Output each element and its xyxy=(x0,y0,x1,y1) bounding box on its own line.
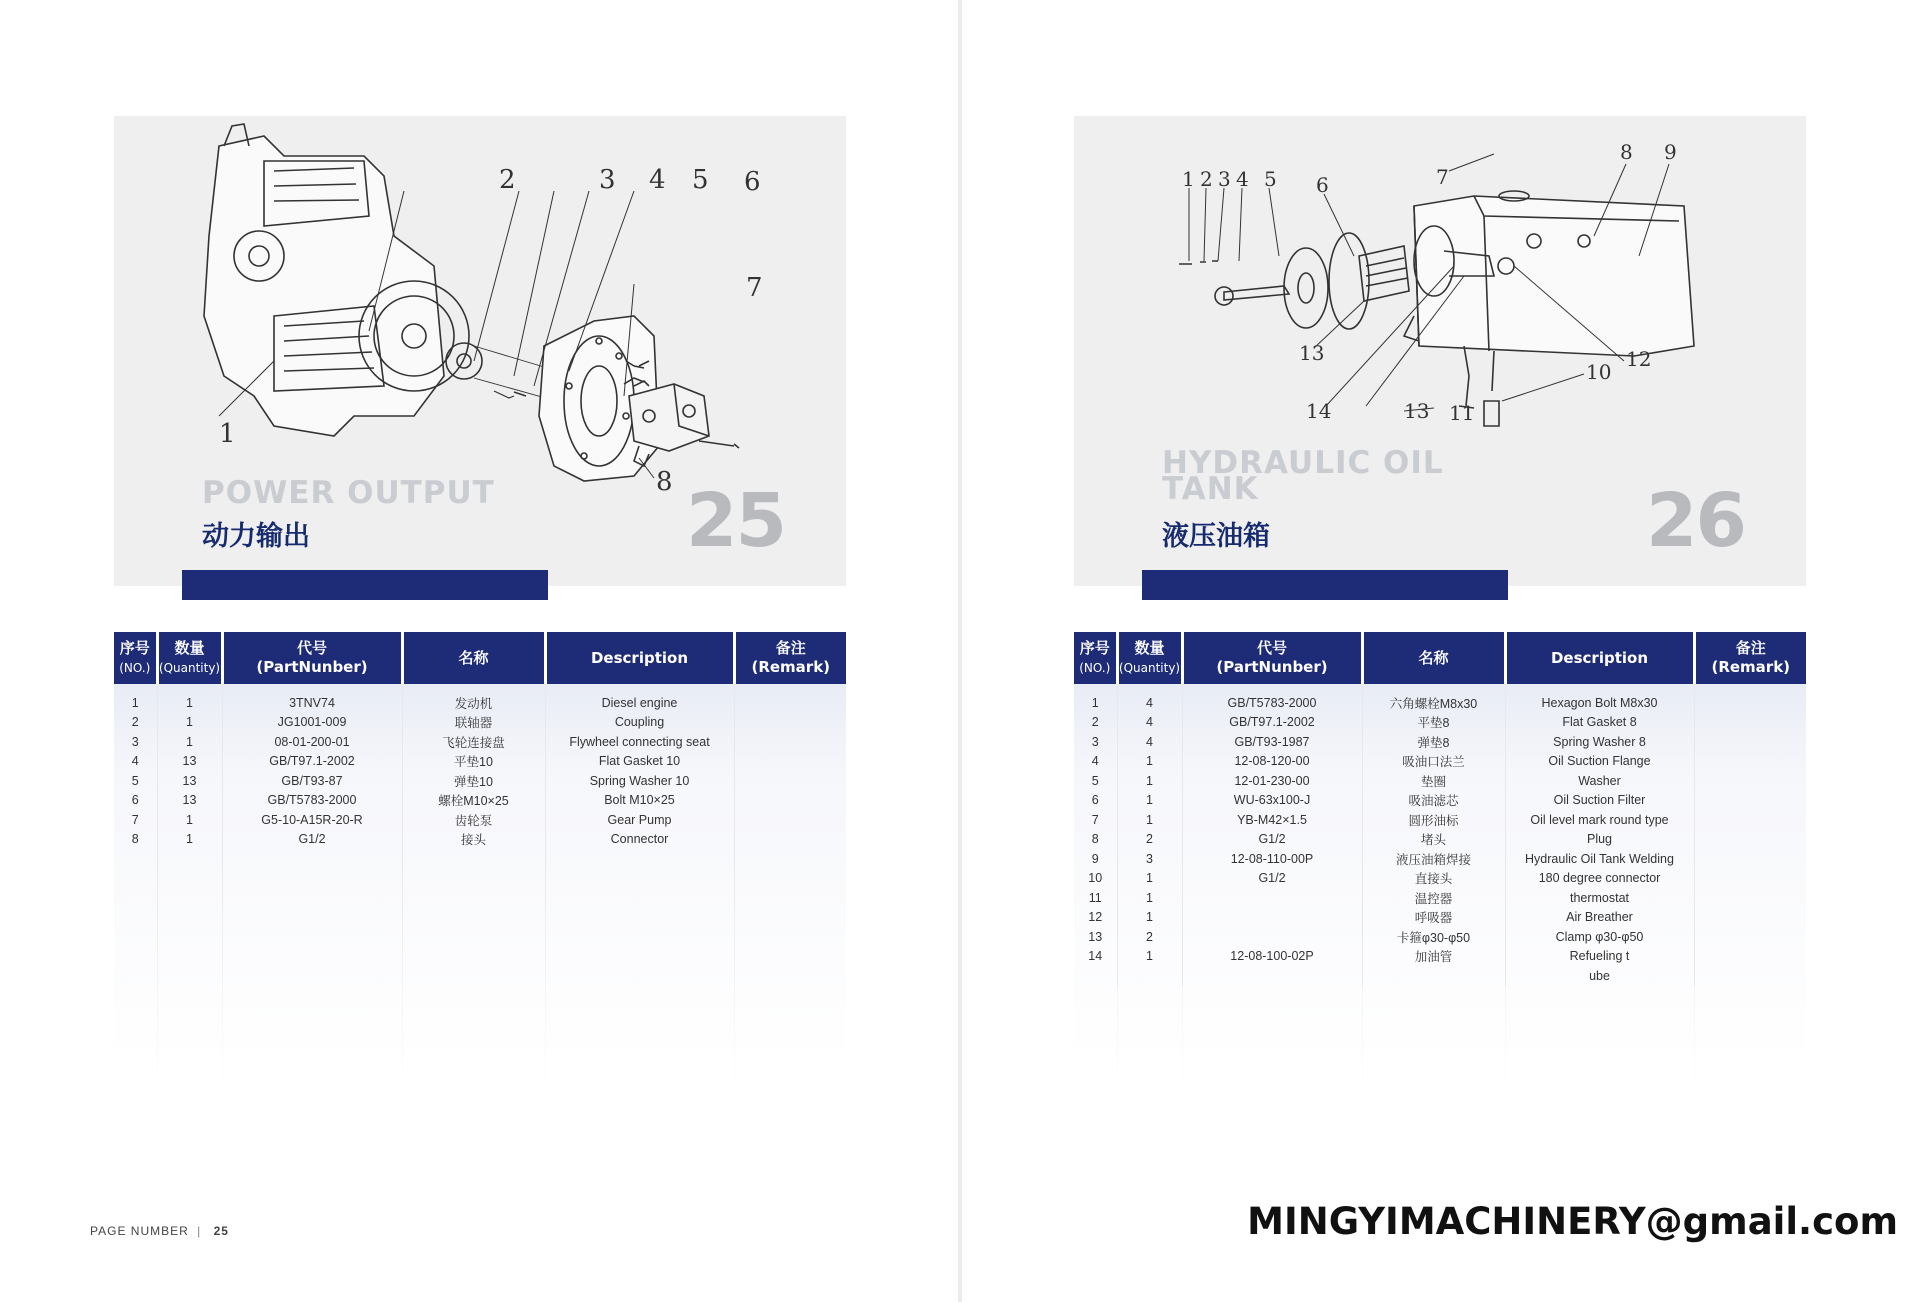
table-row xyxy=(1074,684,1806,713)
cell-qty: 1 xyxy=(1117,791,1182,811)
col-header-part: 代号 (PartNunber) xyxy=(222,632,402,684)
callout-3: 3 xyxy=(599,165,616,195)
hero-title-en-line1: HYDRAULIC OIL xyxy=(1162,445,1444,481)
cell-part xyxy=(1182,966,1362,986)
cell-no: 8 xyxy=(1091,832,1099,847)
cell-name: 卡箍φ30-φ50 xyxy=(1362,927,1505,947)
cell-part: 12-08-110-00P xyxy=(1182,849,1362,869)
cell-no: 2 xyxy=(131,715,139,730)
cell-qty: 13 xyxy=(157,752,222,772)
cell-no: 11 xyxy=(1088,890,1102,905)
callout-1: 1 xyxy=(219,419,236,449)
contact-email[interactable]: MINGYIMACHINERY@gmail.com xyxy=(1247,1200,1898,1243)
cell-remark xyxy=(734,791,846,811)
cell-no: 10 xyxy=(1088,871,1103,886)
cell-name: 接头 xyxy=(402,830,545,850)
callout-12: 12 xyxy=(1626,347,1652,371)
cell-qty xyxy=(1117,966,1182,986)
cell-remark xyxy=(1694,908,1806,928)
callout-13: 13 xyxy=(1299,341,1325,365)
callout-10: 10 xyxy=(1586,360,1612,384)
cell-name: 六角螺栓M8x30 xyxy=(1362,684,1505,713)
cell-part: 12-01-230-00 xyxy=(1182,771,1362,791)
col-header-remark: 备注 (Remark) xyxy=(734,632,846,684)
cell-part: GB/T5783-2000 xyxy=(222,791,402,811)
cell-desc: 180 degree connector xyxy=(1505,869,1694,889)
accent-bar xyxy=(1142,570,1508,600)
cell-remark xyxy=(1694,810,1806,830)
cell-no: 4 xyxy=(1091,754,1099,769)
col-header-no: 序号 (NO.) xyxy=(1074,632,1117,684)
cell-part: GB/T93-1987 xyxy=(1182,732,1362,752)
cell-part xyxy=(1182,927,1362,947)
table-row xyxy=(114,713,846,733)
cell-name: 液压油箱焊接 xyxy=(1362,849,1505,869)
cell-qty: 1 xyxy=(1117,752,1182,772)
col-header-remark: 备注 (Remark) xyxy=(1694,632,1806,684)
table-row xyxy=(1074,810,1806,830)
cell-qty: 1 xyxy=(157,830,222,850)
cell-qty: 1 xyxy=(1117,888,1182,908)
cell-qty: 1 xyxy=(1117,810,1182,830)
cell-qty: 2 xyxy=(1117,927,1182,947)
callout-13b: 13 xyxy=(1404,399,1430,423)
table-row xyxy=(1074,830,1806,850)
cell-remark xyxy=(1694,771,1806,791)
cell-remark xyxy=(734,810,846,830)
table-row xyxy=(1074,771,1806,791)
callout-2: 2 xyxy=(1200,167,1213,191)
table-row xyxy=(1074,849,1806,869)
cell-remark xyxy=(1694,927,1806,947)
table-header-row xyxy=(114,632,846,684)
table-row xyxy=(1074,791,1806,811)
cell-qty: 4 xyxy=(1117,713,1182,733)
cell-part: GB/T93-87 xyxy=(222,771,402,791)
cell-remark xyxy=(1694,849,1806,869)
footer-separator: | xyxy=(197,1224,202,1238)
accent-bar xyxy=(182,570,548,600)
cell-desc: Bolt M10×25 xyxy=(545,791,734,811)
cell-remark xyxy=(1694,752,1806,772)
callout-9: 9 xyxy=(1664,140,1677,164)
table-row xyxy=(1074,713,1806,733)
callout-8: 8 xyxy=(1620,140,1633,164)
table-row xyxy=(1074,947,1806,967)
table-row xyxy=(1074,732,1806,752)
col-header-part: 代号 (PartNunber) xyxy=(1182,632,1362,684)
cell-part: 12-08-120-00 xyxy=(1182,752,1362,772)
cell-part: G5-10-A15R-20-R xyxy=(222,810,402,830)
cell-remark xyxy=(1694,830,1806,850)
cell-no: 6 xyxy=(1091,793,1099,808)
callout-2: 2 xyxy=(499,165,516,195)
table-header-row xyxy=(1074,632,1806,684)
cell-name: 呼吸器 xyxy=(1362,908,1505,928)
cell-desc: Clamp φ30-φ50 xyxy=(1505,927,1694,947)
col-header-qty: 数量 (Quantity) xyxy=(1117,632,1182,684)
table-row xyxy=(114,830,846,850)
cell-name: 堵头 xyxy=(1362,830,1505,850)
cell-qty: 1 xyxy=(157,713,222,733)
cell-remark xyxy=(734,771,846,791)
cell-part: GB/T97.1-2002 xyxy=(1182,713,1362,733)
cell-qty: 1 xyxy=(157,810,222,830)
cell-qty: 1 xyxy=(1117,908,1182,928)
table-row xyxy=(1074,908,1806,928)
callout-4: 4 xyxy=(649,165,666,195)
cell-part: G1/2 xyxy=(1182,869,1362,889)
col-header-desc: Description xyxy=(1505,632,1694,684)
cell-part xyxy=(1182,888,1362,908)
cell-remark xyxy=(734,713,846,733)
cell-no xyxy=(1074,966,1117,986)
cell-desc: Diesel engine xyxy=(545,684,734,713)
callout-1: 1 xyxy=(1182,167,1195,191)
cell-no: 7 xyxy=(1091,812,1099,827)
col-header-no: 序号 (NO.) xyxy=(114,632,157,684)
table-row xyxy=(114,732,846,752)
cell-name: 温控器 xyxy=(1362,888,1505,908)
cell-name: 弹垫10 xyxy=(402,771,545,791)
cell-desc: Air Breather xyxy=(1505,908,1694,928)
cell-part: YB-M42×1.5 xyxy=(1182,810,1362,830)
cell-no: 5 xyxy=(131,773,139,788)
cell-desc: ube xyxy=(1505,966,1694,986)
cell-no: 4 xyxy=(131,754,139,769)
cell-name: 圆形油标 xyxy=(1362,810,1505,830)
cell-no: 1 xyxy=(131,695,139,710)
cell-no: 2 xyxy=(1091,715,1099,730)
callout-11: 11 xyxy=(1449,401,1475,425)
table-row xyxy=(114,684,846,713)
cell-desc: Spring Washer 10 xyxy=(545,771,734,791)
cell-qty: 1 xyxy=(157,684,222,713)
cell-desc: Connector xyxy=(545,830,734,850)
cell-no: 9 xyxy=(1091,851,1099,866)
cell-remark xyxy=(1694,869,1806,889)
cell-name: 垫圈 xyxy=(1362,771,1505,791)
cell-desc: Washer xyxy=(1505,771,1694,791)
cell-qty: 2 xyxy=(1117,830,1182,850)
cell-part: WU-63x100-J xyxy=(1182,791,1362,811)
cell-no: 8 xyxy=(131,832,139,847)
cell-part: G1/2 xyxy=(1182,830,1362,850)
cell-no: 3 xyxy=(1091,734,1099,749)
cell-desc: thermostat xyxy=(1505,888,1694,908)
callout-14: 14 xyxy=(1306,399,1332,423)
table-row xyxy=(114,810,846,830)
cell-name xyxy=(1362,966,1505,986)
cell-desc: Refueling t xyxy=(1505,947,1694,967)
cell-desc: Flywheel connecting seat xyxy=(545,732,734,752)
callout-3: 3 xyxy=(1218,167,1231,191)
col-header-name: 名称 xyxy=(402,632,545,684)
cell-qty: 4 xyxy=(1117,732,1182,752)
hero-title-en: POWER OUTPUT xyxy=(202,475,495,511)
table-row xyxy=(1074,927,1806,947)
cell-name: 发动机 xyxy=(402,684,545,713)
table-row xyxy=(114,791,846,811)
cell-remark xyxy=(1694,947,1806,967)
cell-name: 弹垫8 xyxy=(1362,732,1505,752)
cell-remark xyxy=(1694,684,1806,713)
cell-name: 平垫8 xyxy=(1362,713,1505,733)
callout-6: 6 xyxy=(744,167,761,197)
cell-desc: Coupling xyxy=(545,713,734,733)
cell-part: 12-08-100-02P xyxy=(1182,947,1362,967)
cell-remark xyxy=(734,830,846,850)
cell-no: 1 xyxy=(1091,695,1099,710)
cell-remark xyxy=(734,732,846,752)
table-row xyxy=(1074,966,1806,986)
cell-qty: 13 xyxy=(157,791,222,811)
cell-qty: 1 xyxy=(1117,947,1182,967)
cell-remark xyxy=(734,684,846,713)
cell-desc: Hydraulic Oil Tank Welding xyxy=(1505,849,1694,869)
table-row xyxy=(1074,752,1806,772)
table-row xyxy=(114,752,846,772)
callout-5: 5 xyxy=(1264,167,1277,191)
cell-remark xyxy=(1694,791,1806,811)
cell-name: 联轴器 xyxy=(402,713,545,733)
cell-qty: 4 xyxy=(1117,684,1182,713)
cell-name: 吸油口法兰 xyxy=(1362,752,1505,772)
cell-remark xyxy=(734,752,846,772)
hero-title-en xyxy=(1162,445,1444,507)
cell-qty: 1 xyxy=(157,732,222,752)
callout-5: 5 xyxy=(692,165,709,195)
cell-name: 螺栓M10×25 xyxy=(402,791,545,811)
callout-7: 7 xyxy=(746,273,763,303)
cell-part: GB/T5783-2000 xyxy=(1182,684,1362,713)
cell-no: 13 xyxy=(1088,929,1103,944)
page-badge-number: 26 xyxy=(1646,478,1745,564)
footer-label: PAGE NUMBER xyxy=(90,1224,189,1238)
cell-desc: Flat Gasket 10 xyxy=(545,752,734,772)
page-badge-number: 25 xyxy=(686,478,785,564)
left-page xyxy=(0,0,958,1302)
callout-7: 7 xyxy=(1436,165,1449,189)
cell-part: 3TNV74 xyxy=(222,684,402,713)
cell-no: 12 xyxy=(1088,910,1103,925)
cell-desc: Hexagon Bolt M8x30 xyxy=(1505,684,1694,713)
cell-name: 加油管 xyxy=(1362,947,1505,967)
cell-qty: 1 xyxy=(1117,771,1182,791)
cell-qty: 13 xyxy=(157,771,222,791)
cell-remark xyxy=(1694,966,1806,986)
callout-6: 6 xyxy=(1316,173,1329,197)
cell-desc: Oil Suction Filter xyxy=(1505,791,1694,811)
cell-desc: Gear Pump xyxy=(545,810,734,830)
cell-desc: Flat Gasket 8 xyxy=(1505,713,1694,733)
cell-desc: Spring Washer 8 xyxy=(1505,732,1694,752)
hydraulic-tank-hero xyxy=(1074,116,1806,586)
footer-page-number: 25 xyxy=(213,1224,229,1238)
cell-part: 08-01-200-01 xyxy=(222,732,402,752)
cell-no: 6 xyxy=(131,793,139,808)
page-footer xyxy=(90,1224,229,1238)
table-row xyxy=(1074,888,1806,908)
cell-qty: 1 xyxy=(1117,869,1182,889)
cell-name: 齿轮泵 xyxy=(402,810,545,830)
cell-no: 14 xyxy=(1088,949,1103,964)
right-page xyxy=(962,0,1920,1302)
cell-no: 7 xyxy=(131,812,139,827)
hero-title-cn: 动力输出 xyxy=(202,521,310,552)
cell-name: 平垫10 xyxy=(402,752,545,772)
power-output-hero xyxy=(114,116,846,586)
cell-name: 直接头 xyxy=(1362,869,1505,889)
cell-no: 3 xyxy=(131,734,139,749)
cell-remark xyxy=(1694,888,1806,908)
hero-title-cn: 液压油箱 xyxy=(1162,521,1270,552)
col-header-name: 名称 xyxy=(1362,632,1505,684)
parts-table xyxy=(1074,632,1806,986)
cell-desc: Oil level mark round type xyxy=(1505,810,1694,830)
callout-4: 4 xyxy=(1236,167,1249,191)
col-header-desc: Description xyxy=(545,632,734,684)
col-header-qty: 数量 (Quantity) xyxy=(157,632,222,684)
cell-part: GB/T97.1-2002 xyxy=(222,752,402,772)
parts-table xyxy=(114,632,846,849)
callout-8: 8 xyxy=(656,467,673,497)
cell-part: JG1001-009 xyxy=(222,713,402,733)
hero-title-en-line2: TANK xyxy=(1162,471,1259,507)
cell-qty: 3 xyxy=(1117,849,1182,869)
cell-desc: Oil Suction Flange xyxy=(1505,752,1694,772)
cell-remark xyxy=(1694,732,1806,752)
table-row xyxy=(1074,869,1806,889)
cell-no: 5 xyxy=(1091,773,1099,788)
cell-part: G1/2 xyxy=(222,830,402,850)
cell-remark xyxy=(1694,713,1806,733)
table-row xyxy=(114,771,846,791)
cell-desc: Plug xyxy=(1505,830,1694,850)
cell-name: 吸油滤芯 xyxy=(1362,791,1505,811)
cell-name: 飞轮连接盘 xyxy=(402,732,545,752)
cell-part xyxy=(1182,908,1362,928)
